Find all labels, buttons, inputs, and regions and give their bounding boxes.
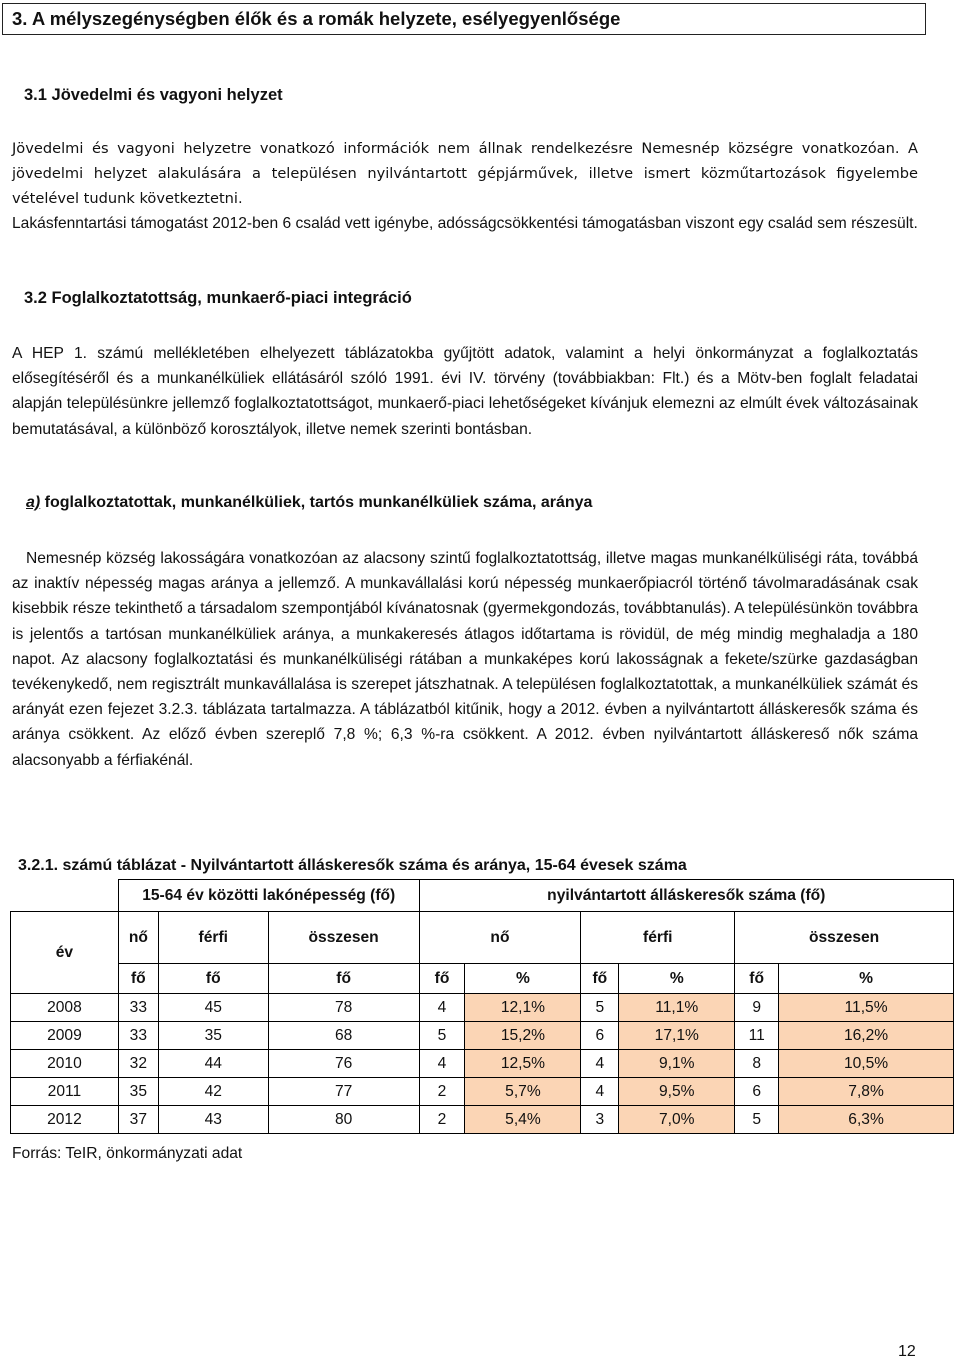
unit-cell: fő: [158, 964, 268, 994]
table-cell: 80: [268, 1106, 419, 1134]
unit-cell: fő: [118, 964, 158, 994]
table-cell: 33: [118, 994, 158, 1022]
subsection-a-title: foglalkoztatottak, munkanélküliek, tartós munkanélküliek száma, aránya: [40, 494, 593, 511]
percent-cell: 9,5%: [619, 1078, 735, 1106]
chapter-heading: [2, 3, 926, 35]
subsection-a-letter: a): [26, 494, 41, 511]
unemployment-paragraph: Nemesnép község lakosságára vonatkozóan az alacsony szintű foglalkoztatottság, illetve magas munkanélküliségi ráta, továbbá az inaktív népesség magas aránya a jellemző. A munkavállalási korú népesség munkaerőpiacról történő távolmaradásának csak kisebbik része tekinthető a társadalom szempontjából kívánatosnak (gyermekgondozás, továbbtanulás). A településünkön továbbra is jelentős a tartósan munkanélküliek aránya, a munkakeresés átlagos időtartama is rövidül, de még mindig meghaladja a 180 napot. Az alacsony foglalkoztatási és munkanélküliségi rátában a munkaképes korú lakosságnak a fekete/szürke gazdaságban tevékenykedő, nem regisztrált munkavállalása is szerepet játszhatnak. A településen foglalkoztatottak, a munkanélküliek számát és arányát ezen fejezet 3.2.3. táblázata tartalmazza. A táblázatból kitűnik, hogy a 2012. évben a nyilvántartott álláskeresők száma és aránya csökkent. Az előző évben szereplő 7,8 %; 6,3 %-ra csökkent. A 2012. évben nyilvántartott álláskereső nők száma alacsonyabb a férfiakénál.: [12, 550, 918, 769]
subsection-a-heading: [26, 494, 592, 512]
page-number: 12: [898, 1343, 916, 1360]
unit-cell: fő: [268, 964, 419, 994]
unit-cell: fő: [735, 964, 779, 994]
table-cell: 5: [735, 1106, 779, 1134]
table-corner-cell: [11, 880, 119, 912]
unit-cell: %: [619, 964, 735, 994]
table-cell: 37: [118, 1106, 158, 1134]
percent-cell: 16,2%: [779, 1022, 954, 1050]
year-cell: 2012: [11, 1106, 119, 1134]
col-women-jobseekers: nő: [419, 912, 581, 964]
percent-cell: 11,5%: [779, 994, 954, 1022]
table-group-header-row: [11, 880, 954, 912]
table-cell: 2: [419, 1078, 465, 1106]
table-cell: 35: [158, 1022, 268, 1050]
table-cell: 45: [158, 994, 268, 1022]
percent-cell: 10,5%: [779, 1050, 954, 1078]
table-cell: 42: [158, 1078, 268, 1106]
table-cell: 6: [735, 1078, 779, 1106]
percent-cell: 5,4%: [465, 1106, 581, 1134]
table-cell: 68: [268, 1022, 419, 1050]
year-cell: 2011: [11, 1078, 119, 1106]
table-cell: 4: [419, 994, 465, 1022]
col-total-population: összesen: [268, 912, 419, 964]
unit-cell: %: [465, 964, 581, 994]
table-cell: 44: [158, 1050, 268, 1078]
table-cell: 4: [581, 1050, 619, 1078]
unit-cell: fő: [581, 964, 619, 994]
table-cell: 78: [268, 994, 419, 1022]
chapter-heading-text: 3. A mélyszegénységben élők és a romák helyzete, esélyegyenlősége: [12, 8, 621, 29]
table-unit-row: [11, 964, 954, 994]
housing-support-paragraph: Lakásfenntartási támogatást 2012-ben 6 család vett igénybe, adósságcsökkentési támogatásban viszont egy család sem részesült.: [12, 215, 918, 232]
table-cell: 9: [735, 994, 779, 1022]
group-header-jobseekers: nyilvántartott álláskeresők száma (fő): [419, 880, 953, 912]
year-cell: 2009: [11, 1022, 119, 1050]
table-source: Forrás: TeIR, önkormányzati adat: [12, 1145, 243, 1162]
section-3-2-title: 3.2 Foglalkoztatottság, munkaerő-piaci integráció: [24, 289, 412, 307]
table-row: [11, 1078, 954, 1106]
percent-cell: 6,3%: [779, 1106, 954, 1134]
table-cell: 32: [118, 1050, 158, 1078]
table-cell: 33: [118, 1022, 158, 1050]
table-cell: 43: [158, 1106, 268, 1134]
table-cell: 11: [735, 1022, 779, 1050]
col-year: év: [11, 912, 119, 994]
percent-cell: 12,1%: [465, 994, 581, 1022]
unit-cell: %: [779, 964, 954, 994]
percent-cell: 15,2%: [465, 1022, 581, 1050]
percent-cell: 17,1%: [619, 1022, 735, 1050]
table-caption: 3.2.1. számú táblázat - Nyilvántartott álláskeresők száma és aránya, 15-64 évesek száma: [18, 857, 687, 874]
table-row: [11, 994, 954, 1022]
table-cell: 8: [735, 1050, 779, 1078]
table-row: [11, 1050, 954, 1078]
table-cell: 5: [419, 1022, 465, 1050]
table-cell: 2: [419, 1106, 465, 1134]
jobseekers-table: [10, 879, 954, 1134]
table-cell: 3: [581, 1106, 619, 1134]
percent-cell: 11,1%: [619, 994, 735, 1022]
unit-cell: fő: [419, 964, 465, 994]
percent-cell: 7,8%: [779, 1078, 954, 1106]
table-cell: 4: [581, 1078, 619, 1106]
income-paragraph: Jövedelmi és vagyoni helyzetre vonatkozó információk nem állnak rendelkezésre Nemesnép községre vonatkozóan. A jövedelmi helyzet alakulására a településen nyilvántartott gépjárművek, illetve ismert közműtartozások figyelembe vételével tudunk következtetni.: [12, 140, 918, 208]
table-cell: 5: [581, 994, 619, 1022]
col-men-population: férfi: [158, 912, 268, 964]
percent-cell: 9,1%: [619, 1050, 735, 1078]
table-cell: 35: [118, 1078, 158, 1106]
col-women-population: nő: [118, 912, 158, 964]
col-total-jobseekers: összesen: [735, 912, 954, 964]
year-cell: 2008: [11, 994, 119, 1022]
employment-paragraph: A HEP 1. számú mellékletében elhelyezett táblázatokba gyűjtött adatok, valamint a helyi önkormányzat a foglalkoztatás elősegítéséről és a munkanélküliek ellátásáról szóló 1991. évi IV. törvény (továbbiakban: Flt.) és a Mötv-ben foglalt feladatai alapján településünkre jellemző foglalkoztatottságot, munkaerő-piaci lehetőségeket kívánjuk elemezni az elmúlt évek változásainak bemutatásával, a különböző korosztályok, illetve nemek szerinti bontásban.: [12, 345, 918, 438]
percent-cell: 12,5%: [465, 1050, 581, 1078]
col-men-jobseekers: férfi: [581, 912, 735, 964]
table-cell: 6: [581, 1022, 619, 1050]
percent-cell: 5,7%: [465, 1078, 581, 1106]
section-3-1-title: 3.1 Jövedelmi és vagyoni helyzet: [24, 86, 283, 104]
year-cell: 2010: [11, 1050, 119, 1078]
table-cell: 76: [268, 1050, 419, 1078]
table-column-header-row: [11, 912, 954, 964]
table-cell: 77: [268, 1078, 419, 1106]
table-row: [11, 1106, 954, 1134]
percent-cell: 7,0%: [619, 1106, 735, 1134]
table-row: [11, 1022, 954, 1050]
table-cell: 4: [419, 1050, 465, 1078]
group-header-population: 15-64 év közötti lakónépesség (fő): [118, 880, 419, 912]
